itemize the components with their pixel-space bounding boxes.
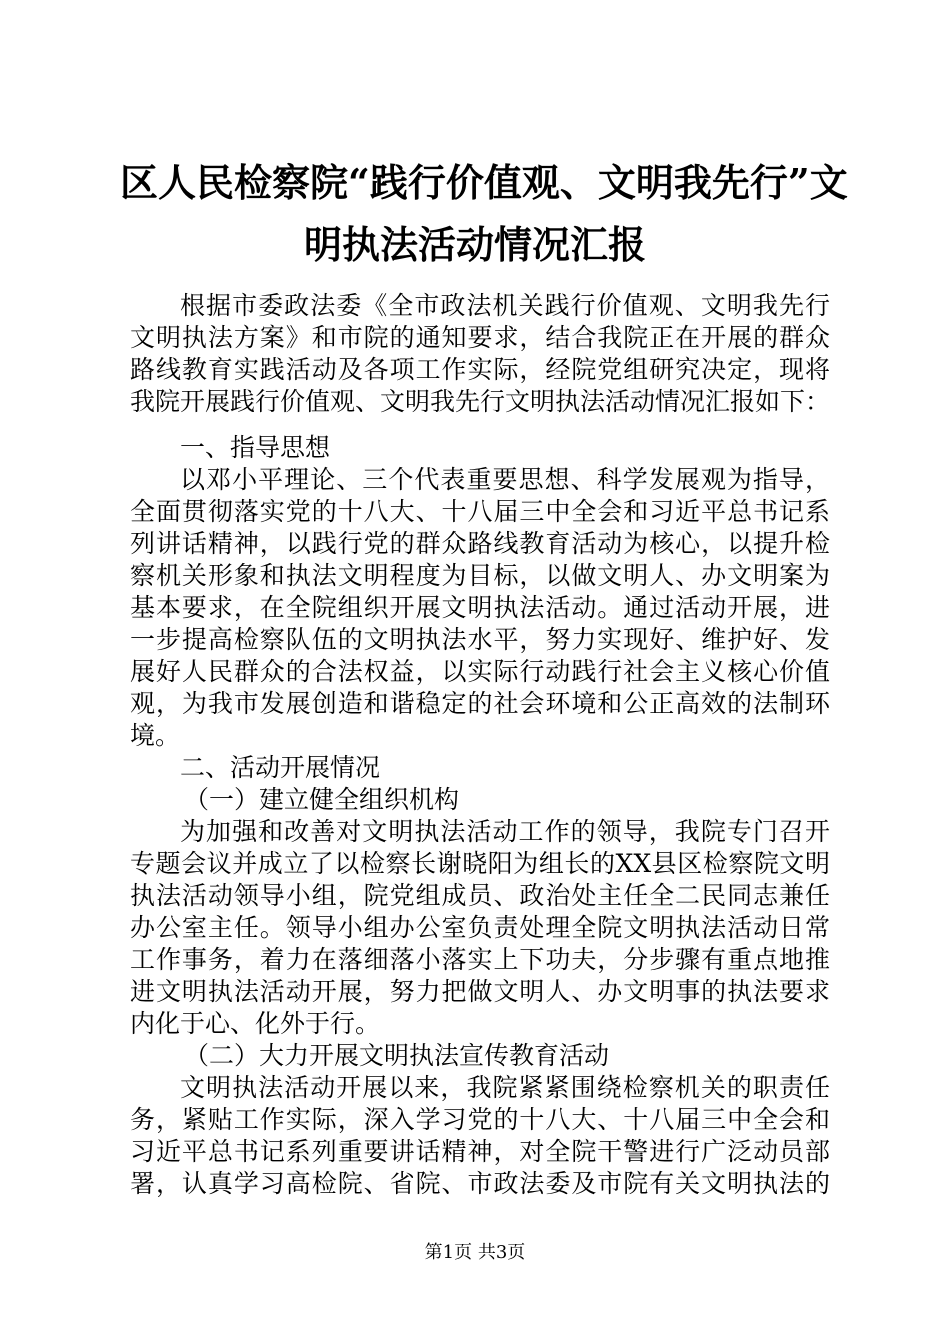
section1-paragraph-line: 察机关形象和执法文明程度为目标，以做文明人、办文明案为 bbox=[130, 561, 830, 590]
section1-paragraph-line: 展好人民群众的合法权益，以实际行动践行社会主义核心价值 bbox=[130, 657, 830, 686]
section2b-paragraph-line: 署，认真学习高检院、省院、市政法委及市院有关文明执法的 bbox=[130, 1169, 830, 1198]
section1-paragraph-line: 全面贯彻落实党的十八大、十八届三中全会和习近平总书记系 bbox=[130, 497, 830, 526]
section-heading-2: 二、活动开展情况 bbox=[180, 753, 381, 782]
section2a-paragraph-line: 进文明执法活动开展，努力把做文明人、办文明事的执法要求 bbox=[130, 977, 830, 1006]
section2a-paragraph-line: 内化于心、化外于行。 bbox=[130, 1009, 381, 1038]
subsection-heading-2: （二）大力开展文明执法宣传教育活动 bbox=[184, 1041, 610, 1070]
section1-paragraph-line: 基本要求，在全院组织开展文明执法活动。通过活动开展，进 bbox=[130, 593, 830, 622]
section2a-paragraph-line: 办公室主任。领导小组办公室负责处理全院文明执法活动日常 bbox=[130, 913, 830, 942]
document-title-line-2: 明执法活动情况汇报 bbox=[303, 222, 646, 267]
section2b-paragraph-line: 务，紧贴工作实际，深入学习党的十八大、十八届三中全会和 bbox=[130, 1105, 830, 1134]
section1-paragraph-line: 观，为我市发展创造和谐稳定的社会环境和公正高效的法制环 bbox=[130, 689, 830, 718]
section2a-paragraph-line: 专题会议并成立了以检察长谢晓阳为组长的XX县区检察院文明 bbox=[130, 849, 830, 878]
document-body bbox=[130, 290, 830, 1200]
paragraph-gap bbox=[130, 418, 830, 432]
section2b-paragraph-line: 文明执法活动开展以来，我院紧紧围绕检察机关的职责任 bbox=[180, 1073, 830, 1102]
page-number-footer: 第1页 共3页 bbox=[424, 1242, 526, 1263]
intro-paragraph-line: 根据市委政法委《全市政法机关践行价值观、文明我先行 bbox=[180, 291, 830, 320]
section2b-paragraph-line: 习近平总书记系列重要讲话精神，对全院干警进行广泛动员部 bbox=[130, 1137, 830, 1166]
section2a-paragraph-line: 执法活动领导小组，院党组成员、政治处主任全二民同志兼任 bbox=[130, 881, 830, 910]
section1-paragraph-line: 以邓小平理论、三个代表重要思想、科学发展观为指导， bbox=[180, 465, 830, 494]
document-title-line-1: 区人民检察院“践行价值观、文明我先行”文 bbox=[120, 160, 848, 205]
intro-paragraph-line: 文明执法方案》和市院的通知要求，结合我院正在开展的群众 bbox=[130, 323, 830, 352]
section-heading-1: 一、指导思想 bbox=[180, 433, 331, 462]
section2a-paragraph-line: 为加强和改善对文明执法活动工作的领导，我院专门召开 bbox=[180, 817, 830, 846]
subsection-heading-1: （一）建立健全组织机构 bbox=[184, 785, 460, 814]
section2a-paragraph-line: 工作事务，着力在落细落小落实上下功夫，分步骤有重点地推 bbox=[130, 945, 830, 974]
section1-paragraph-line: 列讲话精神，以践行党的群众路线教育活动为核心，以提升检 bbox=[130, 529, 830, 558]
section1-paragraph-line: 境。 bbox=[130, 721, 181, 750]
intro-paragraph-line: 路线教育实践活动及各项工作实际，经院党组研究决定，现将 bbox=[130, 355, 830, 384]
intro-paragraph-line: 我院开展践行价值观、文明我先行文明执法活动情况汇报如下： bbox=[130, 387, 831, 416]
section1-paragraph-line: 一步提高检察队伍的文明执法水平，努力实现好、维护好、发 bbox=[130, 625, 830, 654]
